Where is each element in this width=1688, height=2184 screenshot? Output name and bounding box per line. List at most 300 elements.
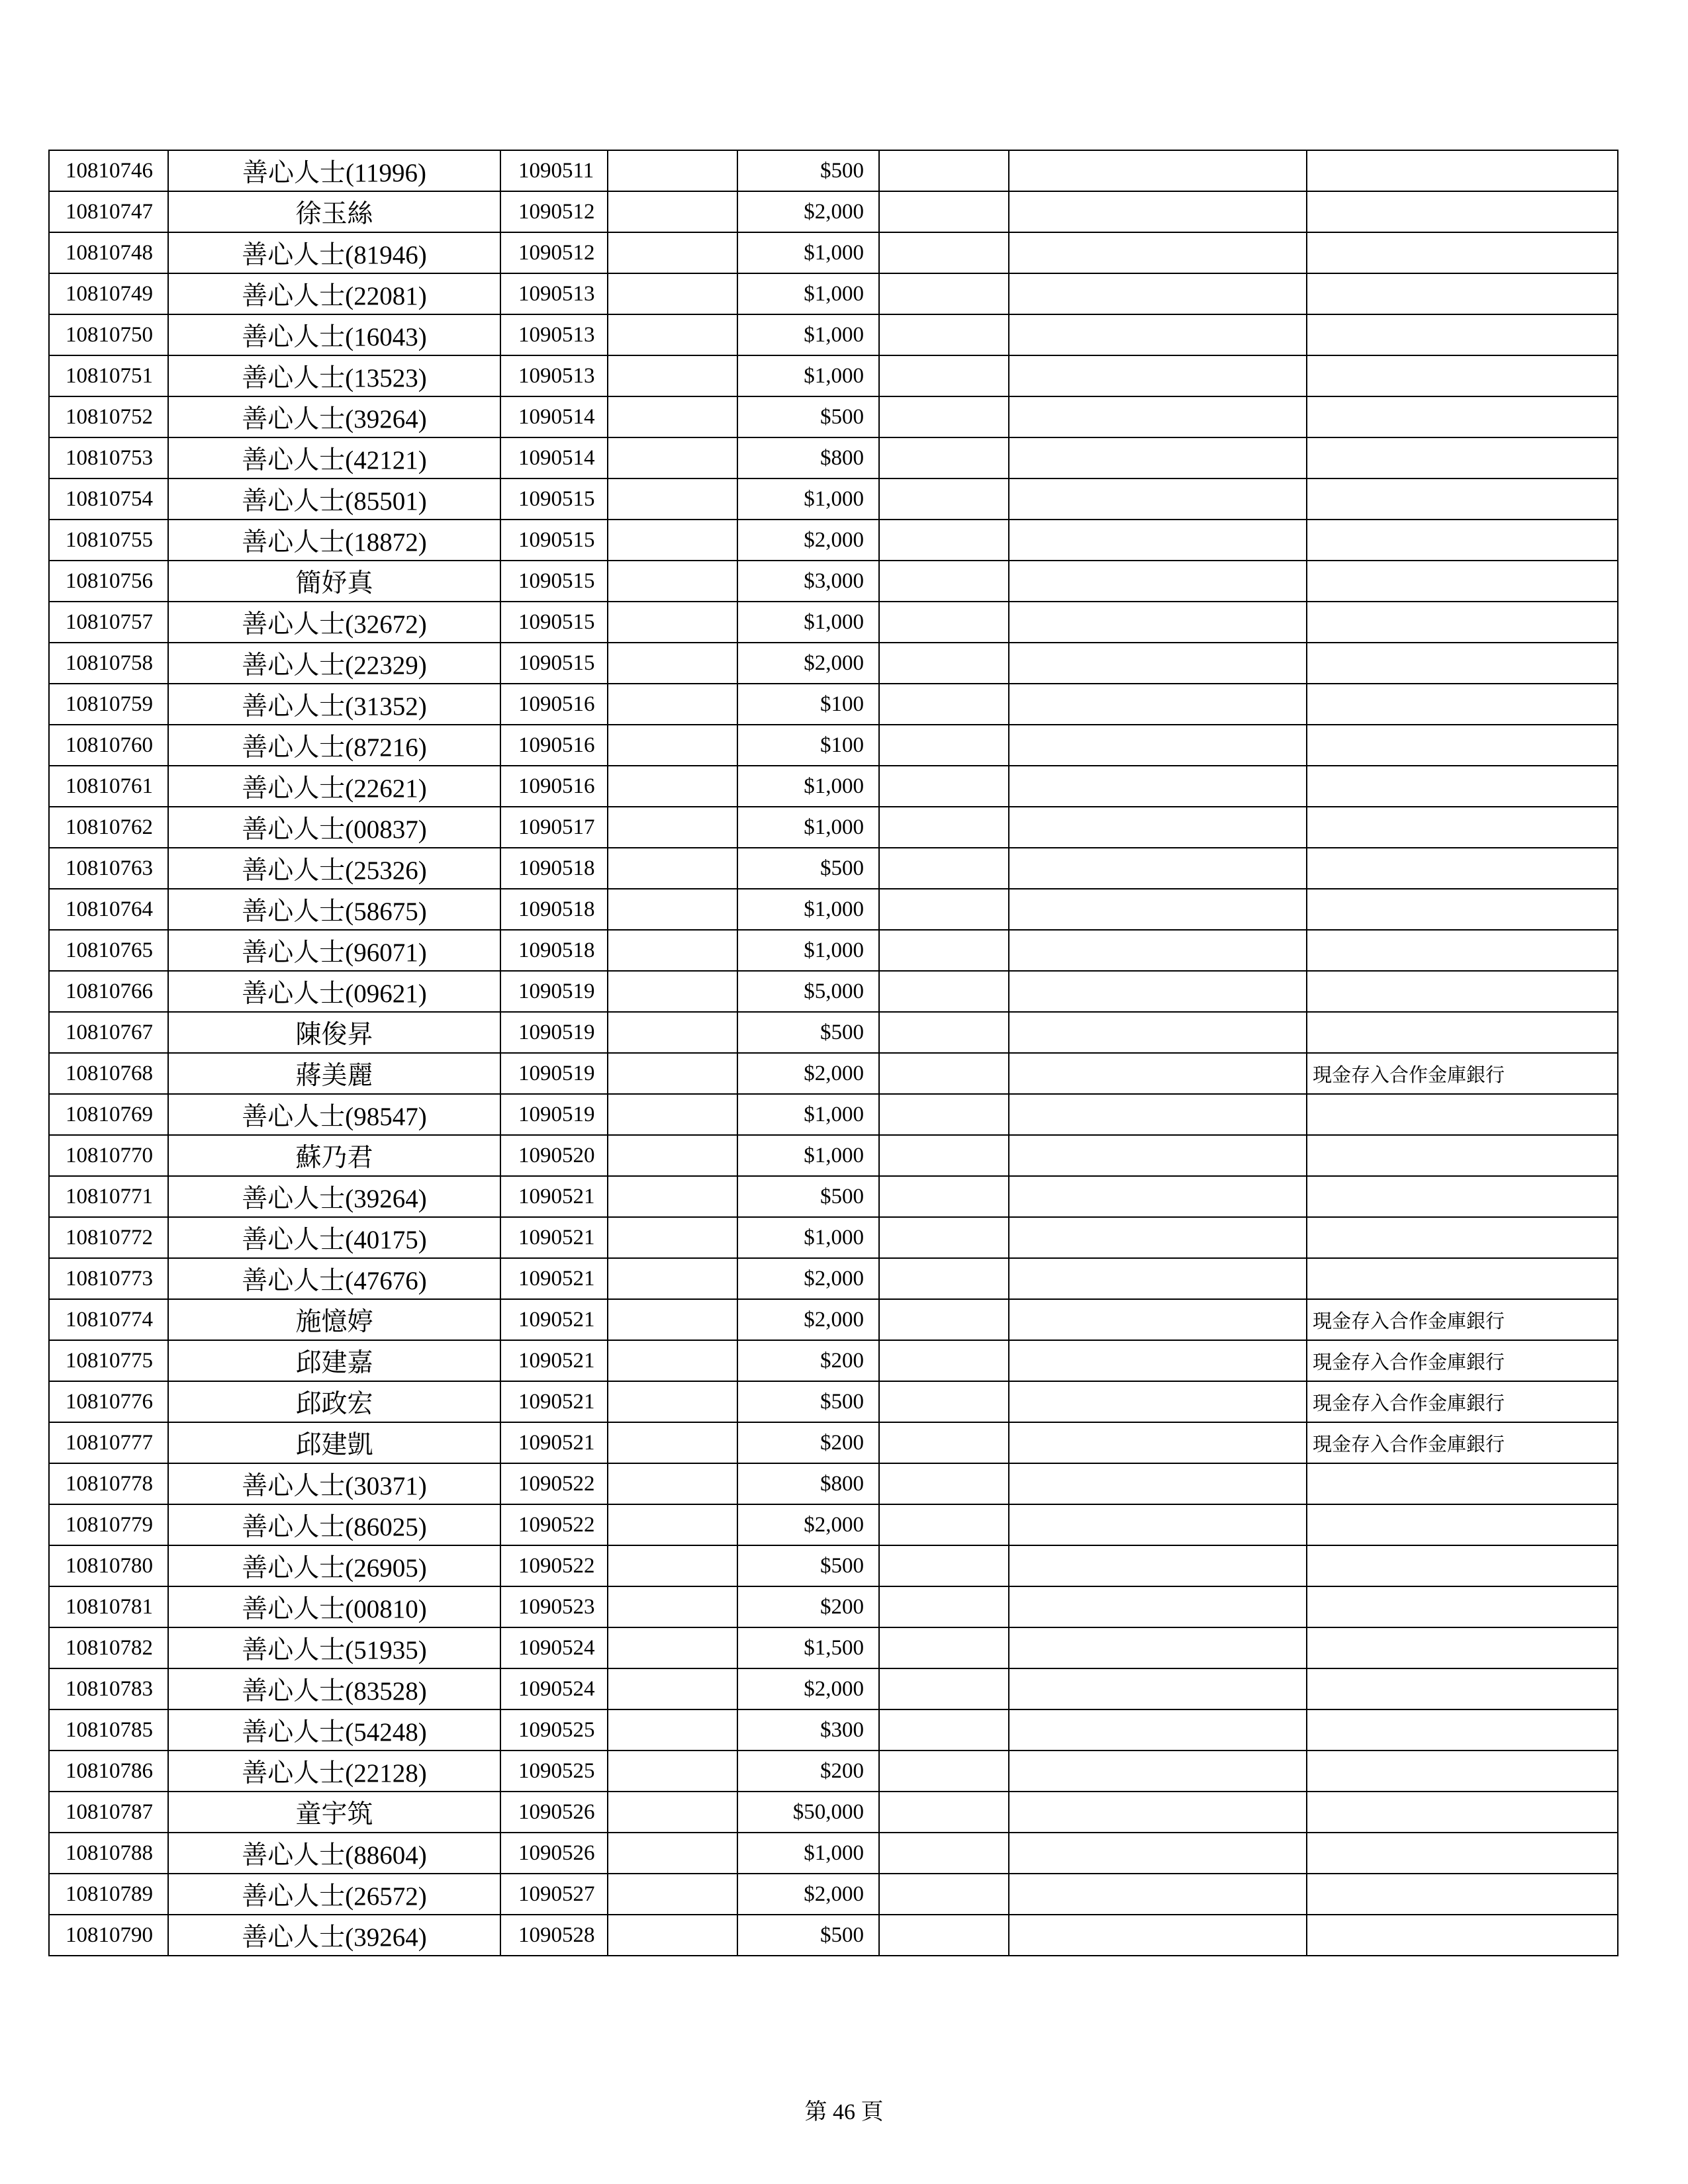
blank-cell (608, 1504, 737, 1545)
donation-date-cell: 1090519 (500, 1094, 608, 1135)
remark-cell (1307, 1709, 1618, 1751)
blank-cell (879, 1668, 1009, 1709)
table-row (49, 437, 1618, 478)
blank-cell (879, 1135, 1009, 1176)
donation-date-cell: 1090512 (500, 191, 608, 232)
donation-date-cell: 1090515 (500, 643, 608, 684)
blank-cell (879, 1012, 1009, 1053)
amount-cell: $3,000 (737, 561, 879, 602)
receipt-number-cell: 10810756 (49, 561, 168, 602)
amount-cell: $50,000 (737, 1792, 879, 1833)
receipt-number-cell: 10810774 (49, 1299, 168, 1340)
blank-cell (608, 643, 737, 684)
blank-cell (879, 602, 1009, 643)
donation-date-cell: 1090526 (500, 1792, 608, 1833)
amount-cell: $200 (737, 1422, 879, 1463)
table-row (49, 1463, 1618, 1504)
blank-cell (1009, 1176, 1307, 1217)
remark-cell (1307, 848, 1618, 889)
remark-cell: 現金存入合作金庫銀行 (1307, 1422, 1618, 1463)
amount-cell: $200 (737, 1751, 879, 1792)
receipt-number-cell: 10810766 (49, 971, 168, 1012)
blank-cell (608, 1176, 737, 1217)
donation-date-cell: 1090524 (500, 1668, 608, 1709)
blank-cell (608, 1751, 737, 1792)
table-row (49, 1135, 1618, 1176)
blank-cell (879, 684, 1009, 725)
donor-name-cell: 善心人士(22081) (168, 273, 500, 314)
blank-cell (879, 1176, 1009, 1217)
amount-cell: $500 (737, 396, 879, 437)
blank-cell (879, 1915, 1009, 1956)
blank-cell (608, 437, 737, 478)
amount-cell: $200 (737, 1340, 879, 1381)
blank-cell (879, 1258, 1009, 1299)
blank-cell (1009, 1504, 1307, 1545)
blank-cell (608, 807, 737, 848)
amount-cell: $1,000 (737, 273, 879, 314)
table-row (49, 273, 1618, 314)
donor-name-cell: 善心人士(26905) (168, 1545, 500, 1586)
amount-cell: $100 (737, 684, 879, 725)
blank-cell (1009, 1012, 1307, 1053)
blank-cell (1009, 314, 1307, 355)
remark-cell (1307, 1874, 1618, 1915)
blank-cell (879, 1422, 1009, 1463)
blank-cell (608, 1299, 737, 1340)
receipt-number-cell: 10810748 (49, 232, 168, 273)
table-row (49, 807, 1618, 848)
blank-cell (1009, 1545, 1307, 1586)
remark-cell (1307, 150, 1618, 191)
table-row (49, 1422, 1618, 1463)
remark-cell (1307, 273, 1618, 314)
receipt-number-cell: 10810778 (49, 1463, 168, 1504)
donation-date-cell: 1090519 (500, 1012, 608, 1053)
blank-cell (608, 273, 737, 314)
receipt-number-cell: 10810765 (49, 930, 168, 971)
blank-cell (1009, 437, 1307, 478)
blank-cell (1009, 1586, 1307, 1627)
blank-cell (1009, 684, 1307, 725)
table-row (49, 1792, 1618, 1833)
blank-cell (1009, 520, 1307, 561)
blank-cell (608, 232, 737, 273)
table-row (49, 602, 1618, 643)
receipt-number-cell: 10810755 (49, 520, 168, 561)
donor-name-cell: 善心人士(00837) (168, 807, 500, 848)
table-row (49, 1094, 1618, 1135)
donor-name-cell: 善心人士(47676) (168, 1258, 500, 1299)
blank-cell (608, 1915, 737, 1956)
remark-cell (1307, 314, 1618, 355)
donor-name-cell: 邱建凱 (168, 1422, 500, 1463)
remark-cell: 現金存入合作金庫銀行 (1307, 1340, 1618, 1381)
amount-cell: $2,000 (737, 191, 879, 232)
remark-cell (1307, 437, 1618, 478)
donor-name-cell: 善心人士(22128) (168, 1751, 500, 1792)
receipt-number-cell: 10810773 (49, 1258, 168, 1299)
blank-cell (1009, 1709, 1307, 1751)
table-row (49, 314, 1618, 355)
remark-cell (1307, 1915, 1618, 1956)
remark-cell (1307, 1012, 1618, 1053)
blank-cell (608, 314, 737, 355)
table-row (49, 971, 1618, 1012)
blank-cell (608, 396, 737, 437)
amount-cell: $1,000 (737, 1135, 879, 1176)
receipt-number-cell: 10810769 (49, 1094, 168, 1135)
blank-cell (1009, 807, 1307, 848)
blank-cell (879, 437, 1009, 478)
remark-cell (1307, 643, 1618, 684)
donor-name-cell: 善心人士(51935) (168, 1627, 500, 1668)
blank-cell (608, 1340, 737, 1381)
remark-cell (1307, 1504, 1618, 1545)
blank-cell (1009, 396, 1307, 437)
amount-cell: $500 (737, 848, 879, 889)
blank-cell (608, 1381, 737, 1422)
blank-cell (608, 602, 737, 643)
ledger-body (49, 150, 1618, 1956)
donor-name-cell: 善心人士(39264) (168, 1176, 500, 1217)
blank-cell (1009, 478, 1307, 520)
receipt-number-cell: 10810747 (49, 191, 168, 232)
donation-date-cell: 1090525 (500, 1709, 608, 1751)
donor-name-cell: 陳俊昇 (168, 1012, 500, 1053)
blank-cell (879, 150, 1009, 191)
blank-cell (608, 930, 737, 971)
remark-cell (1307, 1176, 1618, 1217)
blank-cell (608, 1135, 737, 1176)
receipt-number-cell: 10810775 (49, 1340, 168, 1381)
donor-name-cell: 善心人士(87216) (168, 725, 500, 766)
donation-date-cell: 1090517 (500, 807, 608, 848)
table-row (49, 150, 1618, 191)
donor-name-cell: 善心人士(98547) (168, 1094, 500, 1135)
receipt-number-cell: 10810749 (49, 273, 168, 314)
donation-date-cell: 1090521 (500, 1422, 608, 1463)
remark-cell (1307, 355, 1618, 396)
amount-cell: $500 (737, 1915, 879, 1956)
blank-cell (879, 1299, 1009, 1340)
remark-cell (1307, 1545, 1618, 1586)
receipt-number-cell: 10810746 (49, 150, 168, 191)
amount-cell: $1,000 (737, 807, 879, 848)
blank-cell (608, 150, 737, 191)
blank-cell (608, 684, 737, 725)
table-row (49, 478, 1618, 520)
donation-date-cell: 1090522 (500, 1545, 608, 1586)
donation-date-cell: 1090521 (500, 1176, 608, 1217)
donor-name-cell: 善心人士(88604) (168, 1833, 500, 1874)
donor-name-cell: 善心人士(40175) (168, 1217, 500, 1258)
donor-name-cell: 邱政宏 (168, 1381, 500, 1422)
amount-cell: $1,000 (737, 766, 879, 807)
receipt-number-cell: 10810752 (49, 396, 168, 437)
receipt-number-cell: 10810781 (49, 1586, 168, 1627)
donor-name-cell: 善心人士(54248) (168, 1709, 500, 1751)
blank-cell (608, 478, 737, 520)
donation-date-cell: 1090514 (500, 437, 608, 478)
blank-cell (1009, 889, 1307, 930)
donation-date-cell: 1090515 (500, 602, 608, 643)
blank-cell (1009, 1422, 1307, 1463)
blank-cell (879, 520, 1009, 561)
remark-cell (1307, 478, 1618, 520)
amount-cell: $1,000 (737, 602, 879, 643)
donor-name-cell: 善心人士(83528) (168, 1668, 500, 1709)
donor-name-cell: 善心人士(42121) (168, 437, 500, 478)
blank-cell (608, 1792, 737, 1833)
donor-name-cell: 善心人士(16043) (168, 314, 500, 355)
receipt-number-cell: 10810783 (49, 1668, 168, 1709)
donor-name-cell: 善心人士(22621) (168, 766, 500, 807)
table-row (49, 930, 1618, 971)
table-row (49, 1668, 1618, 1709)
donation-date-cell: 1090515 (500, 520, 608, 561)
blank-cell (879, 930, 1009, 971)
receipt-number-cell: 10810754 (49, 478, 168, 520)
receipt-number-cell: 10810750 (49, 314, 168, 355)
amount-cell: $1,500 (737, 1627, 879, 1668)
amount-cell: $800 (737, 437, 879, 478)
blank-cell (608, 1545, 737, 1586)
blank-cell (879, 1217, 1009, 1258)
table-row (49, 1381, 1618, 1422)
donation-date-cell: 1090521 (500, 1340, 608, 1381)
blank-cell (879, 1463, 1009, 1504)
blank-cell (608, 1709, 737, 1751)
remark-cell (1307, 971, 1618, 1012)
blank-cell (1009, 1668, 1307, 1709)
blank-cell (608, 1258, 737, 1299)
table-row (49, 561, 1618, 602)
remark-cell (1307, 1668, 1618, 1709)
table-row (49, 1833, 1618, 1874)
blank-cell (1009, 725, 1307, 766)
amount-cell: $2,000 (737, 1258, 879, 1299)
amount-cell: $2,000 (737, 520, 879, 561)
receipt-number-cell: 10810753 (49, 437, 168, 478)
blank-cell (608, 1094, 737, 1135)
table-row (49, 396, 1618, 437)
receipt-number-cell: 10810770 (49, 1135, 168, 1176)
donation-date-cell: 1090515 (500, 478, 608, 520)
blank-cell (879, 1709, 1009, 1751)
receipt-number-cell: 10810785 (49, 1709, 168, 1751)
blank-cell (608, 766, 737, 807)
blank-cell (879, 273, 1009, 314)
receipt-number-cell: 10810751 (49, 355, 168, 396)
donation-date-cell: 1090521 (500, 1217, 608, 1258)
donation-date-cell: 1090519 (500, 971, 608, 1012)
blank-cell (879, 1053, 1009, 1094)
blank-cell (608, 971, 737, 1012)
donor-name-cell: 善心人士(09621) (168, 971, 500, 1012)
receipt-number-cell: 10810767 (49, 1012, 168, 1053)
remark-cell (1307, 807, 1618, 848)
blank-cell (608, 1586, 737, 1627)
blank-cell (1009, 1258, 1307, 1299)
blank-cell (879, 1094, 1009, 1135)
remark-cell: 現金存入合作金庫銀行 (1307, 1053, 1618, 1094)
donation-date-cell: 1090524 (500, 1627, 608, 1668)
receipt-number-cell: 10810759 (49, 684, 168, 725)
table-row (49, 1504, 1618, 1545)
blank-cell (879, 1545, 1009, 1586)
receipt-number-cell: 10810761 (49, 766, 168, 807)
remark-cell (1307, 1463, 1618, 1504)
donor-name-cell: 蘇乃君 (168, 1135, 500, 1176)
table-row (49, 725, 1618, 766)
blank-cell (879, 1751, 1009, 1792)
amount-cell: $200 (737, 1586, 879, 1627)
blank-cell (1009, 971, 1307, 1012)
amount-cell: $2,000 (737, 1299, 879, 1340)
donation-date-cell: 1090513 (500, 273, 608, 314)
blank-cell (879, 478, 1009, 520)
receipt-number-cell: 10810760 (49, 725, 168, 766)
donation-date-cell: 1090516 (500, 766, 608, 807)
blank-cell (608, 1217, 737, 1258)
donation-date-cell: 1090519 (500, 1053, 608, 1094)
blank-cell (1009, 1751, 1307, 1792)
blank-cell (1009, 1094, 1307, 1135)
table-row (49, 1915, 1618, 1956)
receipt-number-cell: 10810772 (49, 1217, 168, 1258)
amount-cell: $2,000 (737, 1874, 879, 1915)
amount-cell: $500 (737, 1012, 879, 1053)
receipt-number-cell: 10810777 (49, 1422, 168, 1463)
receipt-number-cell: 10810782 (49, 1627, 168, 1668)
blank-cell (879, 1381, 1009, 1422)
blank-cell (879, 1586, 1009, 1627)
blank-cell (608, 561, 737, 602)
blank-cell (1009, 1053, 1307, 1094)
blank-cell (879, 889, 1009, 930)
donation-date-cell: 1090511 (500, 150, 608, 191)
amount-cell: $1,000 (737, 1094, 879, 1135)
blank-cell (1009, 1627, 1307, 1668)
donor-name-cell: 善心人士(11996) (168, 150, 500, 191)
blank-cell (608, 1012, 737, 1053)
blank-cell (879, 561, 1009, 602)
donor-name-cell: 善心人士(00810) (168, 1586, 500, 1627)
receipt-number-cell: 10810763 (49, 848, 168, 889)
blank-cell (1009, 1217, 1307, 1258)
blank-cell (1009, 1381, 1307, 1422)
donation-ledger-table (48, 150, 1618, 1956)
remark-cell (1307, 1586, 1618, 1627)
donation-date-cell: 1090514 (500, 396, 608, 437)
donation-date-cell: 1090523 (500, 1586, 608, 1627)
receipt-number-cell: 10810786 (49, 1751, 168, 1792)
donor-name-cell: 善心人士(32672) (168, 602, 500, 643)
blank-cell (1009, 273, 1307, 314)
donation-date-cell: 1090518 (500, 889, 608, 930)
blank-cell (1009, 1463, 1307, 1504)
amount-cell: $500 (737, 1176, 879, 1217)
amount-cell: $100 (737, 725, 879, 766)
table-row (49, 1874, 1618, 1915)
donor-name-cell: 童宇筑 (168, 1792, 500, 1833)
remark-cell (1307, 1627, 1618, 1668)
amount-cell: $500 (737, 150, 879, 191)
donor-name-cell: 蔣美麗 (168, 1053, 500, 1094)
blank-cell (1009, 232, 1307, 273)
donor-name-cell: 善心人士(96071) (168, 930, 500, 971)
donation-date-cell: 1090513 (500, 314, 608, 355)
receipt-number-cell: 10810762 (49, 807, 168, 848)
blank-cell (1009, 355, 1307, 396)
remark-cell (1307, 1751, 1618, 1792)
blank-cell (608, 848, 737, 889)
remark-cell (1307, 1135, 1618, 1176)
remark-cell (1307, 1258, 1618, 1299)
blank-cell (1009, 1135, 1307, 1176)
blank-cell (608, 191, 737, 232)
blank-cell (879, 396, 1009, 437)
donation-date-cell: 1090513 (500, 355, 608, 396)
donation-date-cell: 1090528 (500, 1915, 608, 1956)
amount-cell: $2,000 (737, 1504, 879, 1545)
donation-date-cell: 1090527 (500, 1874, 608, 1915)
table-row (49, 232, 1618, 273)
donor-name-cell: 善心人士(26572) (168, 1874, 500, 1915)
blank-cell (879, 807, 1009, 848)
table-row (49, 643, 1618, 684)
donor-name-cell: 善心人士(22329) (168, 643, 500, 684)
donation-date-cell: 1090515 (500, 561, 608, 602)
donor-name-cell: 善心人士(86025) (168, 1504, 500, 1545)
table-row (49, 1709, 1618, 1751)
blank-cell (1009, 930, 1307, 971)
remark-cell (1307, 766, 1618, 807)
blank-cell (879, 232, 1009, 273)
amount-cell: $1,000 (737, 478, 879, 520)
blank-cell (879, 1833, 1009, 1874)
blank-cell (879, 1504, 1009, 1545)
blank-cell (1009, 1340, 1307, 1381)
donation-date-cell: 1090522 (500, 1463, 608, 1504)
remark-cell (1307, 396, 1618, 437)
blank-cell (1009, 1874, 1307, 1915)
receipt-number-cell: 10810776 (49, 1381, 168, 1422)
blank-cell (879, 766, 1009, 807)
receipt-number-cell: 10810788 (49, 1833, 168, 1874)
donor-name-cell: 善心人士(30371) (168, 1463, 500, 1504)
blank-cell (879, 1874, 1009, 1915)
blank-cell (1009, 1833, 1307, 1874)
donation-date-cell: 1090518 (500, 848, 608, 889)
remark-cell (1307, 1792, 1618, 1833)
table-row (49, 1751, 1618, 1792)
table-row (49, 1176, 1618, 1217)
amount-cell: $1,000 (737, 314, 879, 355)
table-row (49, 766, 1618, 807)
blank-cell (608, 1833, 737, 1874)
table-row (49, 1586, 1618, 1627)
remark-cell (1307, 561, 1618, 602)
donor-name-cell: 徐玉絲 (168, 191, 500, 232)
blank-cell (879, 191, 1009, 232)
remark-cell (1307, 1833, 1618, 1874)
amount-cell: $300 (737, 1709, 879, 1751)
remark-cell (1307, 602, 1618, 643)
blank-cell (608, 889, 737, 930)
amount-cell: $500 (737, 1381, 879, 1422)
